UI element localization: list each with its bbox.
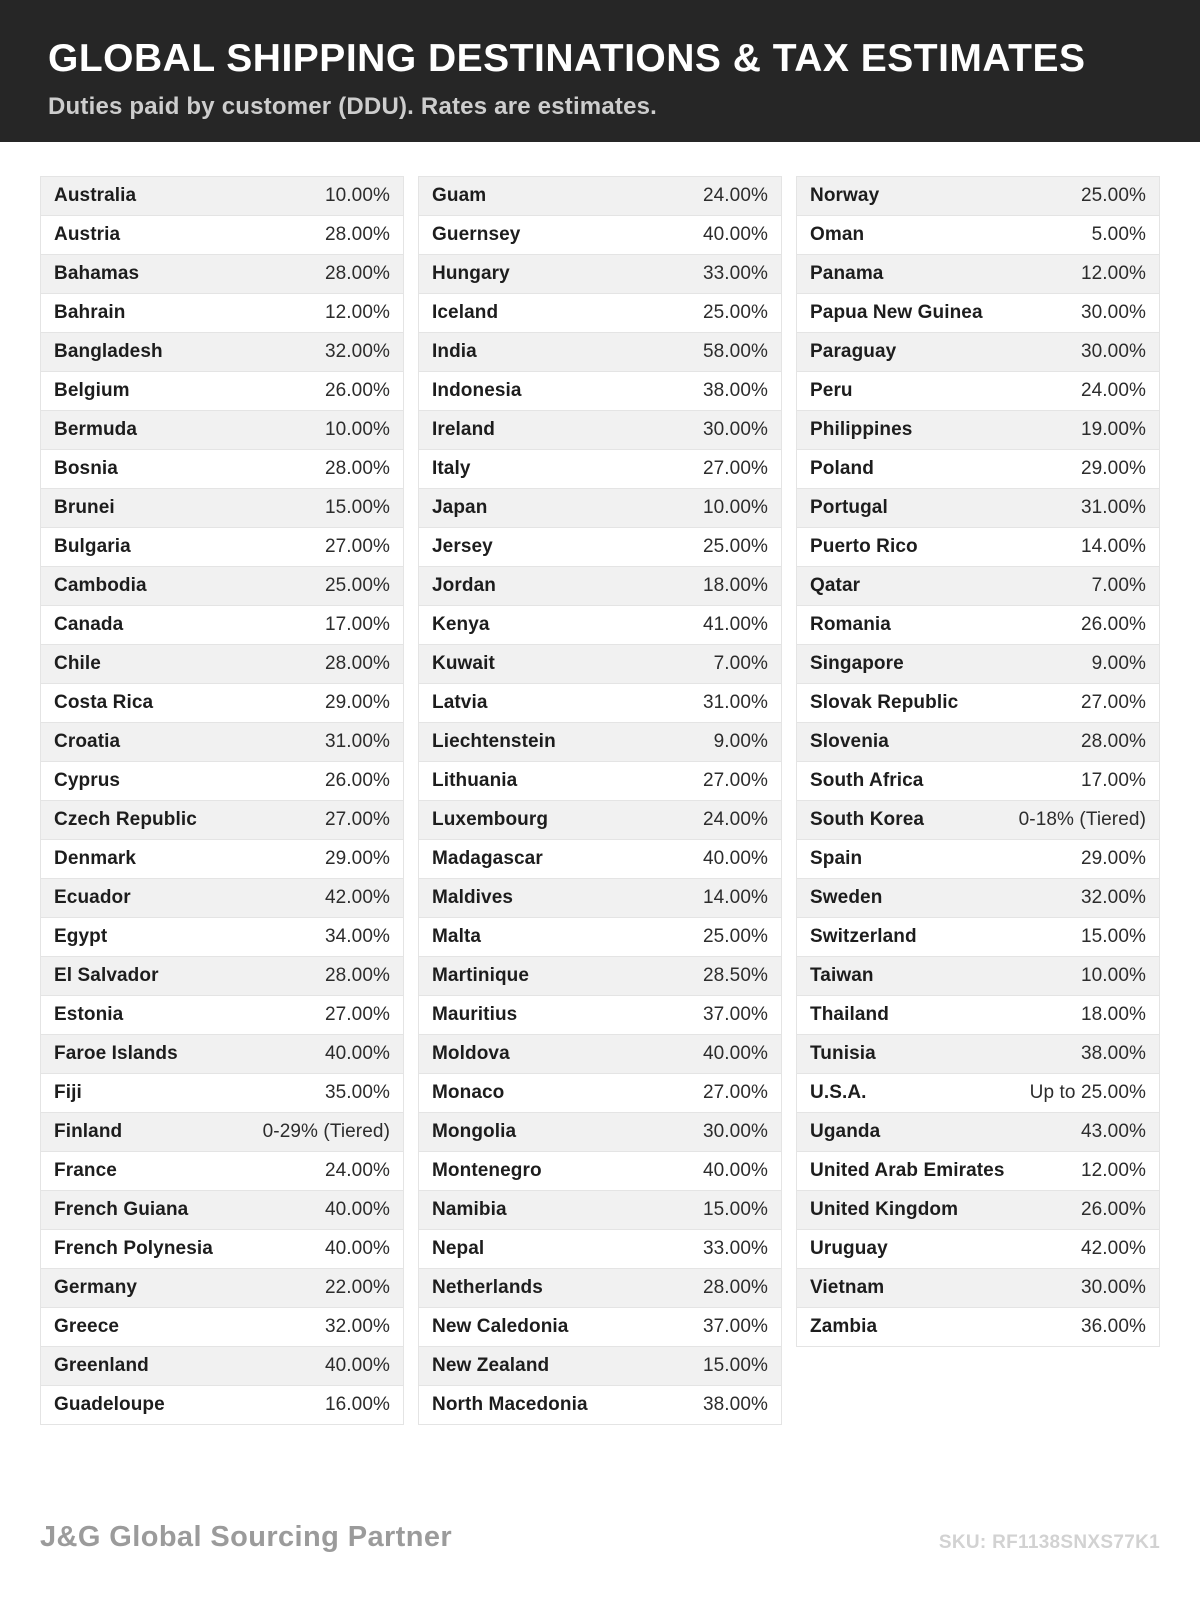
country-name: Ecuador xyxy=(54,887,131,908)
table-row xyxy=(41,216,403,255)
country-name: Madagascar xyxy=(432,848,543,869)
country-name: Ireland xyxy=(432,419,495,440)
tax-rate: 27.00% xyxy=(702,458,768,479)
table-row xyxy=(419,255,781,294)
table-row xyxy=(797,489,1159,528)
country-name: Sweden xyxy=(810,887,883,908)
table-row xyxy=(419,567,781,606)
table-row xyxy=(419,801,781,840)
table-row xyxy=(797,528,1159,567)
country-name: Egypt xyxy=(54,926,108,947)
country-name: Qatar xyxy=(810,575,861,596)
tax-rate: 15.00% xyxy=(702,1199,768,1220)
country-name: Bangladesh xyxy=(54,341,163,362)
country-name: India xyxy=(432,341,477,362)
country-name: Papua New Guinea xyxy=(810,302,983,323)
tax-rate: 28.00% xyxy=(324,458,390,479)
country-name: Taiwan xyxy=(810,965,874,986)
country-name: Denmark xyxy=(54,848,137,869)
table-row xyxy=(419,918,781,957)
country-name: Belgium xyxy=(54,380,130,401)
country-name: Puerto Rico xyxy=(810,536,918,557)
tax-rate: 32.00% xyxy=(324,341,390,362)
tax-rate: 27.00% xyxy=(324,1004,390,1025)
country-name: Uruguay xyxy=(810,1238,888,1259)
tax-rate: 26.00% xyxy=(1080,614,1146,635)
country-name: Oman xyxy=(810,224,865,245)
table-row xyxy=(419,957,781,996)
table-row xyxy=(419,1035,781,1074)
country-name: Jordan xyxy=(432,575,496,596)
tax-rate: 32.00% xyxy=(1080,887,1146,908)
country-name: Paraguay xyxy=(810,341,897,362)
table-row xyxy=(419,216,781,255)
country-name: Poland xyxy=(810,458,874,479)
country-name: Indonesia xyxy=(432,380,522,401)
table-row xyxy=(419,1230,781,1269)
table-row xyxy=(41,255,403,294)
tax-rate: 31.00% xyxy=(1080,497,1146,518)
country-name: Cambodia xyxy=(54,575,147,596)
country-name: Uganda xyxy=(810,1121,881,1142)
table-row xyxy=(797,1074,1159,1113)
country-name: United Kingdom xyxy=(810,1199,959,1220)
tax-rate: 40.00% xyxy=(324,1355,390,1376)
tax-rate: 15.00% xyxy=(324,497,390,518)
table-row xyxy=(797,1308,1159,1347)
country-name: Japan xyxy=(432,497,488,518)
country-name: France xyxy=(54,1160,117,1181)
tax-rate: 42.00% xyxy=(324,887,390,908)
country-name: Costa Rica xyxy=(54,692,154,713)
tax-rate: 14.00% xyxy=(702,887,768,908)
tax-rate: 30.00% xyxy=(702,419,768,440)
tax-rate: 7.00% xyxy=(713,653,768,674)
tax-rate: 10.00% xyxy=(324,185,390,206)
country-name: Austria xyxy=(54,224,121,245)
country-name: Monaco xyxy=(432,1082,505,1103)
table-row xyxy=(41,684,403,723)
tax-rate: 34.00% xyxy=(324,926,390,947)
country-name: Cyprus xyxy=(54,770,121,791)
table-row xyxy=(419,684,781,723)
table-row xyxy=(41,1347,403,1386)
tax-rate: 28.00% xyxy=(324,263,390,284)
country-name: Malta xyxy=(432,926,482,947)
country-name: North Macedonia xyxy=(432,1394,588,1415)
table-row xyxy=(797,216,1159,255)
tax-rate: 28.00% xyxy=(324,224,390,245)
tax-rate: 28.50% xyxy=(702,965,768,986)
tax-rate: 10.00% xyxy=(324,419,390,440)
tax-rate: 0-29% (Tiered) xyxy=(262,1121,390,1142)
tax-rate: 38.00% xyxy=(702,1394,768,1415)
tax-rate: 16.00% xyxy=(324,1394,390,1415)
tax-rate: 12.00% xyxy=(1080,263,1146,284)
table-row xyxy=(41,489,403,528)
rates-table xyxy=(40,176,1160,1425)
country-name: Bosnia xyxy=(54,458,118,479)
table-row xyxy=(41,1230,403,1269)
table-row xyxy=(419,762,781,801)
tax-rate: 37.00% xyxy=(702,1316,768,1337)
table-row xyxy=(41,450,403,489)
country-name: Guam xyxy=(432,185,487,206)
table-row xyxy=(419,879,781,918)
table-row xyxy=(797,294,1159,333)
tax-rate: 25.00% xyxy=(1080,185,1146,206)
table-row xyxy=(797,996,1159,1035)
table-row xyxy=(41,723,403,762)
table-row xyxy=(41,840,403,879)
tax-rate: 22.00% xyxy=(324,1277,390,1298)
table-row xyxy=(419,1308,781,1347)
country-name: Bahrain xyxy=(54,302,126,323)
table-row xyxy=(797,450,1159,489)
country-name: Fiji xyxy=(54,1082,82,1103)
tax-rate: 26.00% xyxy=(1080,1199,1146,1220)
table-row xyxy=(797,411,1159,450)
tax-rate: 33.00% xyxy=(702,263,768,284)
tax-rate: 29.00% xyxy=(1080,848,1146,869)
table-row xyxy=(41,1035,403,1074)
tax-rate: 0-18% (Tiered) xyxy=(1018,809,1146,830)
country-name: Nepal xyxy=(432,1238,485,1259)
country-name: Bahamas xyxy=(54,263,140,284)
tax-rate: 36.00% xyxy=(1080,1316,1146,1337)
country-name: Moldova xyxy=(432,1043,510,1064)
tax-rate: 30.00% xyxy=(702,1121,768,1142)
country-name: Thailand xyxy=(810,1004,889,1025)
table-row xyxy=(797,879,1159,918)
table-row xyxy=(41,957,403,996)
country-name: New Zealand xyxy=(432,1355,550,1376)
tax-rate: 30.00% xyxy=(1080,341,1146,362)
tax-rate: 37.00% xyxy=(702,1004,768,1025)
tax-rate: 40.00% xyxy=(324,1043,390,1064)
table-row xyxy=(41,801,403,840)
table-row xyxy=(41,294,403,333)
table-row xyxy=(41,762,403,801)
tax-rate: 24.00% xyxy=(324,1160,390,1181)
country-name: Mongolia xyxy=(432,1121,517,1142)
table-row xyxy=(419,333,781,372)
tax-rate: 25.00% xyxy=(324,575,390,596)
tax-rate: 17.00% xyxy=(1080,770,1146,791)
tax-rate: 25.00% xyxy=(702,536,768,557)
tax-rate: 14.00% xyxy=(1080,536,1146,557)
country-name: Jersey xyxy=(432,536,493,557)
table-row xyxy=(797,1230,1159,1269)
table-row xyxy=(419,1191,781,1230)
table-row xyxy=(419,528,781,567)
tax-rate: 38.00% xyxy=(702,380,768,401)
table-row xyxy=(797,918,1159,957)
tax-rate: 32.00% xyxy=(324,1316,390,1337)
country-name: Liechtenstein xyxy=(432,731,556,752)
table-row xyxy=(41,1152,403,1191)
tax-rate: 12.00% xyxy=(1080,1160,1146,1181)
country-name: Norway xyxy=(810,185,880,206)
page-title: GLOBAL SHIPPING DESTINATIONS & TAX ESTIMATES xyxy=(48,37,1086,80)
tax-rate: 30.00% xyxy=(1080,302,1146,323)
tax-rate: 26.00% xyxy=(324,770,390,791)
tax-rate: 18.00% xyxy=(1080,1004,1146,1025)
page-subtitle: Duties paid by customer (DDU). Rates are estimates. xyxy=(48,92,658,120)
country-name: Netherlands xyxy=(432,1277,543,1298)
country-name: Slovenia xyxy=(810,731,889,752)
country-name: Romania xyxy=(810,614,891,635)
table-row xyxy=(419,645,781,684)
table-row xyxy=(41,1308,403,1347)
tax-rate: 27.00% xyxy=(1080,692,1146,713)
tax-rate: 29.00% xyxy=(324,848,390,869)
table-row xyxy=(41,528,403,567)
country-name: Italy xyxy=(432,458,471,479)
tax-rate: 25.00% xyxy=(702,926,768,947)
tax-rate: 33.00% xyxy=(702,1238,768,1259)
tax-rate: 58.00% xyxy=(702,341,768,362)
table-row xyxy=(419,840,781,879)
table-row xyxy=(797,762,1159,801)
tax-rate: 26.00% xyxy=(324,380,390,401)
country-name: Singapore xyxy=(810,653,904,674)
table-row xyxy=(797,372,1159,411)
tax-rate: 7.00% xyxy=(1091,575,1146,596)
country-name: Kenya xyxy=(432,614,490,635)
country-name: Bermuda xyxy=(54,419,138,440)
table-row xyxy=(41,177,403,216)
tax-rate: 29.00% xyxy=(324,692,390,713)
table-row xyxy=(797,333,1159,372)
country-name: Lithuania xyxy=(432,770,518,791)
table-row xyxy=(41,1269,403,1308)
tax-rate: 9.00% xyxy=(1091,653,1146,674)
tax-rate: 43.00% xyxy=(1080,1121,1146,1142)
country-name: French Guiana xyxy=(54,1199,189,1220)
country-name: United Arab Emirates xyxy=(810,1160,1005,1181)
country-name: Chile xyxy=(54,653,101,674)
tax-rate: 27.00% xyxy=(324,536,390,557)
table-row xyxy=(41,606,403,645)
table-row xyxy=(797,723,1159,762)
country-name: Portugal xyxy=(810,497,888,518)
table-row xyxy=(41,1386,403,1425)
table-row xyxy=(797,801,1159,840)
tax-rate: 18.00% xyxy=(702,575,768,596)
brand-name: J&G Global Sourcing Partner xyxy=(40,1521,453,1553)
table-row xyxy=(419,450,781,489)
table-row xyxy=(419,723,781,762)
table-row xyxy=(41,1113,403,1152)
tax-rate: 40.00% xyxy=(324,1199,390,1220)
table-row xyxy=(419,1113,781,1152)
table-row xyxy=(419,294,781,333)
tax-rate: 29.00% xyxy=(1080,458,1146,479)
table-row xyxy=(41,333,403,372)
tax-rate: 19.00% xyxy=(1080,419,1146,440)
header-banner xyxy=(0,0,1200,142)
tax-rate: 10.00% xyxy=(702,497,768,518)
country-name: Maldives xyxy=(432,887,514,908)
table-row xyxy=(797,1035,1159,1074)
tax-rate: 31.00% xyxy=(324,731,390,752)
table-row xyxy=(797,606,1159,645)
table-row xyxy=(419,1386,781,1425)
tax-rate: 40.00% xyxy=(702,1160,768,1181)
country-name: Slovak Republic xyxy=(810,692,959,713)
tax-rate: 40.00% xyxy=(702,224,768,245)
table-row xyxy=(419,177,781,216)
table-row xyxy=(419,489,781,528)
tax-rate: 24.00% xyxy=(1080,380,1146,401)
tax-rate: 38.00% xyxy=(1080,1043,1146,1064)
rate-column-1 xyxy=(40,176,404,1425)
tax-rate: 10.00% xyxy=(1080,965,1146,986)
table-row xyxy=(419,1347,781,1386)
table-row xyxy=(797,1269,1159,1308)
tax-rate: 24.00% xyxy=(702,809,768,830)
country-name: Latvia xyxy=(432,692,488,713)
country-name: Namibia xyxy=(432,1199,507,1220)
country-name: Philippines xyxy=(810,419,913,440)
table-row xyxy=(419,1269,781,1308)
table-row xyxy=(419,606,781,645)
tax-rate: 25.00% xyxy=(702,302,768,323)
country-name: Zambia xyxy=(810,1316,878,1337)
tax-rate: 30.00% xyxy=(1080,1277,1146,1298)
country-name: South Africa xyxy=(810,770,924,791)
country-name: Brunei xyxy=(54,497,115,518)
tax-rate: 15.00% xyxy=(1080,926,1146,947)
tax-rate: 31.00% xyxy=(702,692,768,713)
country-name: Montenegro xyxy=(432,1160,542,1181)
country-name: Hungary xyxy=(432,263,510,284)
table-row xyxy=(419,1152,781,1191)
tax-rate: 27.00% xyxy=(324,809,390,830)
table-row xyxy=(41,918,403,957)
tax-rate: 24.00% xyxy=(702,185,768,206)
sku-label: SKU: RF1138SNXS77K1 xyxy=(938,1532,1160,1553)
tax-rate: 9.00% xyxy=(713,731,768,752)
country-name: Canada xyxy=(54,614,124,635)
table-row xyxy=(41,411,403,450)
country-name: Greenland xyxy=(54,1355,149,1376)
table-row xyxy=(797,684,1159,723)
tax-rate: 40.00% xyxy=(702,848,768,869)
footer xyxy=(40,1521,1160,1554)
tax-rate: 40.00% xyxy=(702,1043,768,1064)
country-name: Bulgaria xyxy=(54,536,131,557)
tax-rate: 28.00% xyxy=(1080,731,1146,752)
country-name: Czech Republic xyxy=(54,809,197,830)
country-name: Greece xyxy=(54,1316,120,1337)
country-name: Guernsey xyxy=(432,224,521,245)
table-row xyxy=(797,957,1159,996)
country-name: Australia xyxy=(54,185,137,206)
table-row xyxy=(797,177,1159,216)
country-name: Iceland xyxy=(432,302,499,323)
rate-column-3 xyxy=(796,176,1160,1347)
table-row xyxy=(41,645,403,684)
country-name: Vietnam xyxy=(810,1277,885,1298)
country-name: Croatia xyxy=(54,731,121,752)
country-name: U.S.A. xyxy=(810,1082,867,1103)
table-row xyxy=(419,411,781,450)
country-name: French Polynesia xyxy=(54,1238,213,1259)
rate-column-2 xyxy=(418,176,782,1425)
country-name: Peru xyxy=(810,380,853,401)
table-row xyxy=(41,996,403,1035)
table-row xyxy=(797,1113,1159,1152)
table-row xyxy=(797,567,1159,606)
country-name: Panama xyxy=(810,263,884,284)
tax-rate: 28.00% xyxy=(702,1277,768,1298)
tax-rate: 17.00% xyxy=(324,614,390,635)
table-row xyxy=(41,372,403,411)
country-name: South Korea xyxy=(810,809,925,830)
tax-rate: 42.00% xyxy=(1080,1238,1146,1259)
tax-rate: 12.00% xyxy=(324,302,390,323)
table-row xyxy=(797,840,1159,879)
tax-rate: 27.00% xyxy=(702,1082,768,1103)
tax-rate: Up to 25.00% xyxy=(1029,1082,1146,1103)
country-name: Tunisia xyxy=(810,1043,876,1064)
tax-rate: 28.00% xyxy=(324,653,390,674)
tax-rate: 40.00% xyxy=(324,1238,390,1259)
tax-rate: 15.00% xyxy=(702,1355,768,1376)
country-name: New Caledonia xyxy=(432,1316,569,1337)
table-row xyxy=(41,1191,403,1230)
country-name: Mauritius xyxy=(432,1004,518,1025)
country-name: Guadeloupe xyxy=(54,1394,165,1415)
table-row xyxy=(797,1152,1159,1191)
table-row xyxy=(797,645,1159,684)
tax-rate: 27.00% xyxy=(702,770,768,791)
table-row xyxy=(41,1074,403,1113)
table-row xyxy=(419,372,781,411)
table-row xyxy=(41,879,403,918)
country-name: Switzerland xyxy=(810,926,917,947)
table-row xyxy=(419,1074,781,1113)
table-row xyxy=(41,567,403,606)
tax-rate: 5.00% xyxy=(1091,224,1146,245)
tax-rate: 28.00% xyxy=(324,965,390,986)
table-row xyxy=(797,255,1159,294)
table-row xyxy=(797,1191,1159,1230)
country-name: Finland xyxy=(54,1121,123,1142)
country-name: Luxembourg xyxy=(432,809,549,830)
country-name: Faroe Islands xyxy=(54,1043,178,1064)
tax-rate: 41.00% xyxy=(702,614,768,635)
country-name: Kuwait xyxy=(432,653,495,674)
country-name: Estonia xyxy=(54,1004,124,1025)
country-name: Spain xyxy=(810,848,863,869)
country-name: Martinique xyxy=(432,965,530,986)
country-name: El Salvador xyxy=(54,965,159,986)
table-row xyxy=(419,996,781,1035)
tax-rate: 35.00% xyxy=(324,1082,390,1103)
country-name: Germany xyxy=(54,1277,138,1298)
